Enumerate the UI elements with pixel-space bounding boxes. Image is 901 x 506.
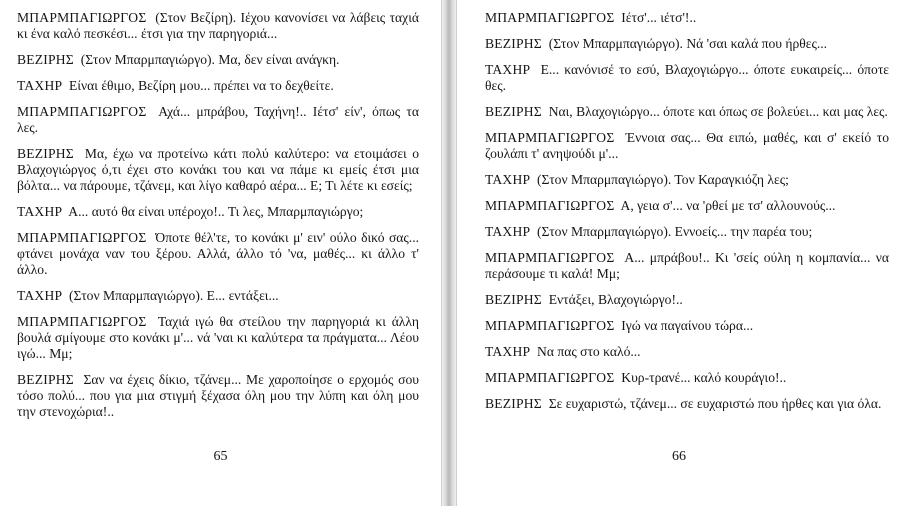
speaker-name: ΒΕΖΙΡΗΣ bbox=[17, 52, 74, 67]
dialogue-line bbox=[485, 344, 889, 360]
dialogue-line bbox=[17, 52, 419, 68]
dialogue-line bbox=[485, 250, 889, 282]
dialogue-text: Σαν να έχεις δίκιο, τζάνεμ... Με χαροποίησε ο ερχομός σου τόσο πολύ... που για μια στιγμή ξέχασα όλη μου την λύπη και όλη μου την στενοχώρια!.. bbox=[17, 372, 419, 419]
dialogue-line bbox=[485, 370, 889, 386]
dialogue-line bbox=[485, 318, 889, 334]
page-number: 65 bbox=[213, 449, 228, 464]
dialogue-text: Είναι έθιμο, Βεζίρη μου... πρέπει να το δεχθείτε. bbox=[69, 78, 334, 93]
book-gutter bbox=[441, 0, 457, 506]
dialogue-text: Ιέτσ'... ιέτσ'!.. bbox=[621, 10, 697, 25]
dialogue-line bbox=[485, 130, 889, 162]
dialogue-line bbox=[485, 292, 889, 308]
dialogue-text: (Στον Μπαρμπαγιώργο). Νά 'σαι καλά που ήρθες... bbox=[548, 36, 828, 51]
dialogue-line bbox=[485, 104, 889, 120]
gutter-edge bbox=[441, 0, 442, 506]
dialogue-text: Κυρ-τρανέ... καλό κουράγιο!.. bbox=[621, 370, 787, 385]
speaker-name: ΜΠΑΡΜΠΑΓΙΩΡΓΟΣ bbox=[485, 130, 615, 145]
speaker-name: ΜΠΑΡΜΠΑΓΙΩΡΓΟΣ bbox=[17, 314, 147, 329]
dialogue-text: (Στον Μπαρμπαγιώργο). Εννοείς... την παρέα του; bbox=[537, 224, 813, 239]
speaker-name: ΜΠΑΡΜΠΑΓΙΩΡΓΟΣ bbox=[485, 10, 615, 25]
dialogue-text: Ε... κανόνισέ το εσύ, Βλαχογιώργο... όποτε ευκαιρείς... όποτε θες. bbox=[485, 62, 890, 93]
dialogue-line bbox=[17, 372, 419, 420]
dialogue-line bbox=[17, 104, 419, 136]
speaker-name: ΤΑΧΗΡ bbox=[17, 204, 63, 219]
dialogue-line bbox=[485, 224, 889, 240]
dialogue-text: Όποτε θέλ'τε, το κονάκι μ' ειν' ούλο δικό σας... φτάνει μονάχα ναν του ξέρου. Αλλά, άλλο τό 'να, μαθές... κι άλλο τ' άλλο. bbox=[17, 230, 420, 277]
speaker-name: ΜΠΑΡΜΠΑΓΙΩΡΓΟΣ bbox=[17, 104, 147, 119]
dialogue-text: Α, γεια σ'... να 'ρθεί με τσ' αλλουνούς... bbox=[620, 198, 836, 213]
speaker-name: ΤΑΧΗΡ bbox=[17, 288, 63, 303]
dialogue-text: Ιγώ να παγαίνου τώρα... bbox=[621, 318, 754, 333]
speaker-name: ΜΠΑΡΜΠΑΓΙΩΡΓΟΣ bbox=[485, 198, 615, 213]
dialogue-text: Εντάξει, Βλαχογιώργο!.. bbox=[548, 292, 683, 307]
dialogue-line bbox=[485, 36, 889, 52]
speaker-name: ΒΕΖΙΡΗΣ bbox=[17, 372, 74, 387]
speaker-name: ΒΕΖΙΡΗΣ bbox=[485, 104, 542, 119]
speaker-name: ΜΠΑΡΜΠΑΓΙΩΡΓΟΣ bbox=[17, 230, 147, 245]
dialogue-text: Α... αυτό θα είναι υπέροχο!.. Τι λες, Μπαρμπαγιώργο; bbox=[68, 204, 364, 219]
dialogue-text: Ναι, Βλαχογιώργο... όποτε και όπως σε βολεύει... και μας λες. bbox=[548, 104, 888, 119]
speaker-name: ΒΕΖΙΡΗΣ bbox=[485, 396, 542, 411]
dialogue-text: (Στον Μπαρμπαγιώργο). Ε... εντάξει... bbox=[69, 288, 279, 303]
dialogue-line bbox=[485, 172, 889, 188]
dialogue-line bbox=[485, 396, 889, 412]
speaker-name: ΒΕΖΙΡΗΣ bbox=[485, 36, 542, 51]
speaker-name: ΜΠΑΡΜΠΑΓΙΩΡΓΟΣ bbox=[485, 370, 615, 385]
dialogue-text: (Στον Μπαρμπαγιώργο). Μα, δεν είναι ανάγκη. bbox=[80, 52, 340, 67]
dialogue-line bbox=[485, 198, 889, 214]
dialogue-text: Ταχιά ιγώ θα στείλου την παρηγοριά κι άλλη βουλά σμίγουμε στο κονάκι μ'... νά 'ναι κι καλύτερα τα πράγματα... Λέου ιγώ... Μμ; bbox=[17, 314, 419, 361]
speaker-name: ΤΑΧΗΡ bbox=[485, 62, 531, 77]
speaker-name: ΜΠΑΡΜΠΑΓΙΩΡΓΟΣ bbox=[17, 10, 147, 25]
speaker-name: ΒΕΖΙΡΗΣ bbox=[485, 292, 542, 307]
dialogue-text: Έννοια σας... Θα ειπώ, μαθές, και σ' εκείό το ζουλάπι τ' ανηψούδι μ'... bbox=[485, 130, 889, 161]
dialogue-line bbox=[485, 62, 889, 94]
dialogue-line bbox=[17, 314, 419, 362]
dialogue-text: Α... μπράβου!.. Κι 'σείς ούλη η κομπανία... να περάσουμε τι καλά! Μμ; bbox=[485, 250, 889, 281]
dialogue-line bbox=[17, 288, 419, 304]
dialogue-line bbox=[17, 204, 419, 220]
speaker-name: ΤΑΧΗΡ bbox=[17, 78, 63, 93]
left-page bbox=[0, 0, 441, 506]
dialogue-line bbox=[17, 230, 419, 278]
speaker-name: ΜΠΑΡΜΠΑΓΙΩΡΓΟΣ bbox=[485, 250, 615, 265]
dialogue-line bbox=[17, 78, 419, 94]
dialogue-line bbox=[17, 10, 419, 42]
speaker-name: ΤΑΧΗΡ bbox=[485, 344, 531, 359]
dialogue-text: (Στον Μπαρμπαγιώργο). Τον Καραγκιόζη λες; bbox=[537, 172, 789, 187]
speaker-name: ΒΕΖΙΡΗΣ bbox=[17, 146, 74, 161]
speaker-name: ΤΑΧΗΡ bbox=[485, 172, 531, 187]
speaker-name: ΤΑΧΗΡ bbox=[485, 224, 531, 239]
page-number: 66 bbox=[672, 449, 686, 464]
dialogue-text: (Στον Βεζίρη). Ιέχου κανονίσει να λάβεις ταχιά κι ένα καλό πεσκέσι... έτσι για την παρηγοριά... bbox=[17, 10, 419, 41]
dialogue-text: Αχά... μπράβου, Ταχήνη!.. Ιέτσ' είν', όπως τα λες. bbox=[17, 104, 420, 135]
dialogue-line bbox=[17, 146, 419, 194]
dialogue-text: Σε ευχαριστώ, τζάνεμ... σε ευχαριστώ που ήρθες και για όλα. bbox=[548, 396, 882, 411]
dialogue-text: Να πας στο καλό... bbox=[537, 344, 641, 359]
dialogue-text: Μα, έχω να προτείνω κάτι πολύ καλύτερο: να ετοιμάσει ο Βλαχογιώργος ό,τι έχει στο κονάκι του και να πάμε κι εμείς έτσι μια βόλτα... να πάρουμε, τζάνεμ, και λίγο καθαρό αέρα... Ε; Τι λέτε κι εσείς; bbox=[17, 146, 420, 193]
speaker-name: ΜΠΑΡΜΠΑΓΙΩΡΓΟΣ bbox=[485, 318, 615, 333]
dialogue-line bbox=[485, 10, 889, 26]
right-page bbox=[457, 0, 901, 506]
